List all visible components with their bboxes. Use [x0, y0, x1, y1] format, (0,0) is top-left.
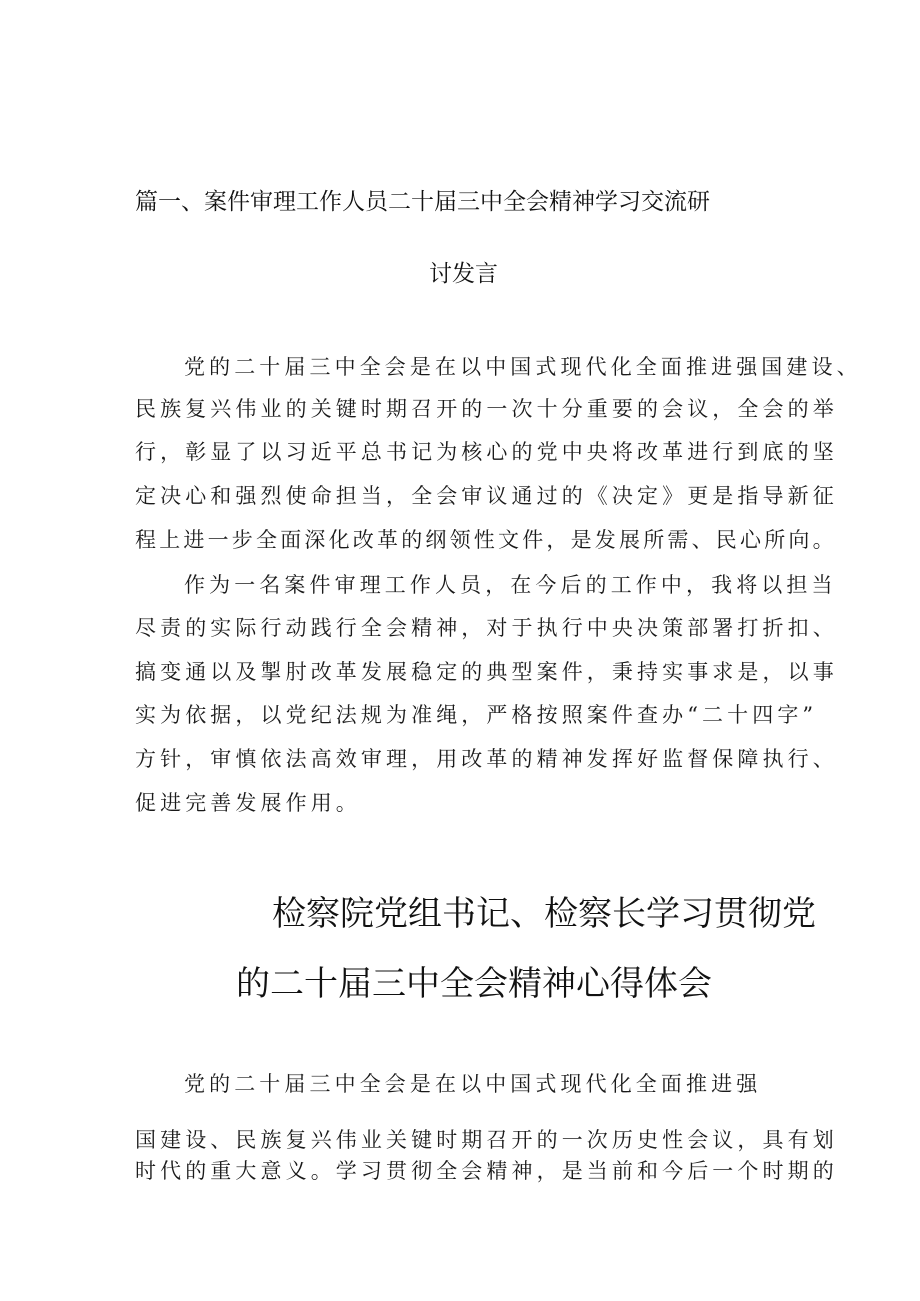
section2-para1-line-3: 时代的重大意义。学习贯彻全会精神，是当前和今后一个时期的 [135, 1159, 838, 1183]
section2-title-line-1: 检察院党组书记、检察长学习贯彻党 [272, 894, 816, 934]
section1-para2-line-1: 作为一名案件审理工作人员，在今后的工作中，我将以担当 [184, 573, 837, 597]
section1-title-line-1: 篇一、案件审理工作人员二十届三中全会精神学习交流研 [135, 189, 710, 215]
section1-para1-line-4: 定决心和强烈使命担当，全会审议通过的《决定》更是指导新征 [135, 484, 838, 508]
section1-title-line-2: 讨发言 [429, 261, 498, 287]
section2-para1-line-1: 党的二十届三中全会是在以中国式现代化全面推进强 [184, 1072, 762, 1096]
section2-title-line-2: 的二十届三中全会精神心得体会 [236, 964, 712, 1004]
section1-para2-line-4: 实为依据，以党纪法规为准绳，严格按照案件查办“二十四字” [135, 703, 818, 727]
section2-para1-line-2: 国建设、民族复兴伟业关键时期召开的一次历史性会议，具有划 [135, 1128, 838, 1152]
section1-para1-line-1: 党的二十届三中全会是在以中国式现代化全面推进强国建设、 [184, 355, 862, 379]
section1-para1-line-3: 行，彰显了以习近平总书记为核心的党中央将改革进行到底的坚 [135, 440, 838, 464]
section1-para2-line-6: 促进完善发展作用。 [135, 791, 361, 815]
section1-para2-line-5: 方针，审慎依法高效审理，用改革的精神发挥好监督保障执行、 [135, 747, 838, 771]
section1-para2-line-3: 搞变通以及掣肘改革发展稳定的典型案件，秉持实事求是，以事 [135, 660, 838, 684]
section1-para1-line-5: 程上进一步全面深化改革的纲领性文件，是发展所需、民心所向。 [135, 528, 837, 552]
section1-para2-line-2: 尽责的实际行动践行全会精神，对于执行中央决策部署打折扣、 [135, 616, 838, 640]
section1-para1-line-2: 民族复兴伟业的关键时期召开的一次十分重要的会议，全会的举 [135, 397, 838, 421]
